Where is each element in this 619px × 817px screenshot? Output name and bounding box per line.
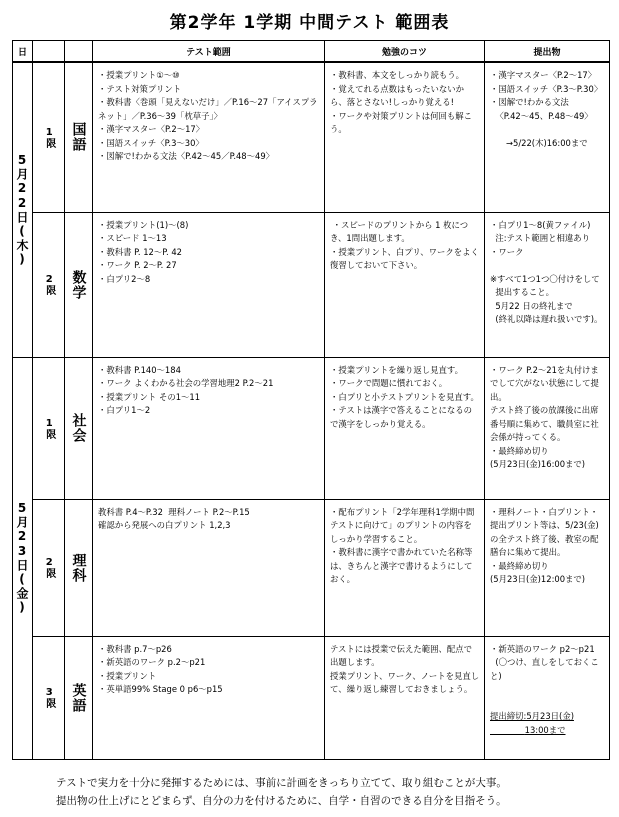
table-row xyxy=(13,212,610,357)
submission-cell: ・ワーク P.2～21を丸付けまでして穴がない状態にして提出。 テスト終了後の放課後に出席番号順に集めて、職員室に社会係が持ってくる。 ・最終締め切り (5月23日(金)16:00まで) xyxy=(485,357,610,499)
header-row xyxy=(13,41,610,63)
submission-cell: ・白プリ1～8(黄ファイル) 注:テスト範囲と相違あり ・ワーク ※すべて1つ1つ〇付けをして 提出すること。 5月22 日の終礼まで (終礼以降は遅れ扱いです)。 xyxy=(485,212,610,357)
header-submission: 提出物 xyxy=(485,41,610,63)
range-cell: 教科書 P.4～P.32 理科ノート P.2～P.15 確認から発展への白プリント 1,2,3 xyxy=(93,499,325,636)
table-row xyxy=(13,499,610,636)
day-cell xyxy=(13,357,33,759)
header-range: テスト範囲 xyxy=(93,41,325,63)
day-cell xyxy=(13,62,33,357)
table-row xyxy=(13,357,610,499)
period-label: 2限 xyxy=(43,557,55,578)
tips-cell: ・授業プリントを繰り返し見直す。 ・ワークで問題に慣れておく。 ・白プリと小テストプリントを見直す。 ・テストは漢字で答えることになるので漢字をしっかり覚える。 xyxy=(325,357,485,499)
table-row xyxy=(13,636,610,759)
period-label: 2限 xyxy=(43,274,55,295)
period-label: 1限 xyxy=(43,417,55,439)
subject-label: 英語 xyxy=(70,682,87,713)
subject-label: 社会 xyxy=(70,413,87,443)
tips-cell: ・配布プリント「2学年理科1学期中間テストに向けて」のプリントの内容をしっかり学習すること。 ・教科書に漢字で書かれていた名称等は、きちんと漢字で書けるようにしておく。 xyxy=(325,499,485,636)
header-tips: 勉強のコツ xyxy=(325,41,485,63)
day-label: 5月22日(木) xyxy=(15,152,29,267)
range-cell: ・授業プリント(1)～(8) ・スピード 1～13 ・教科書 P. 12～P. 42 ・ワーク P. 2～P. 27 ・白プリ2～8 xyxy=(93,212,325,357)
subject-label: 国語 xyxy=(70,122,87,153)
submission-cell: ・理科ノート・白プリント・提出プリント等は、5/23(金)の全テスト終了後、教室の配膳台に集めて提出。 ・最終締め切り (5月23日(金)12:00まで) xyxy=(485,499,610,636)
tips-cell: ・教科書、本文をしっかり読もう。 ・覚えてれる点数はもったいないから、落とさない!しっかり覚える! ・ワークや対策プリントは何回も解こう。 xyxy=(325,62,485,212)
tips-cell: テストには授業で伝えた範囲、配点で出題します。 授業プリント、ワーク、ノートを見直して、繰り返し練習しておきましょう。 xyxy=(325,636,485,759)
subject-label: 理科 xyxy=(70,552,87,583)
submission-cell: ・新英語のワーク p2～p21 (〇つけ、直しをしておくこと) 提出締切:5月23日(金) 13:00まで xyxy=(485,636,610,759)
exam-range-table xyxy=(12,40,610,760)
tips-cell: ・スピードのプリントから 1 枚につき、1問出題します。 ・授業プリント、白プリ、ワークをよく復習しておいて下さい。 xyxy=(325,212,485,357)
header-day: 日 xyxy=(13,41,33,63)
submission-cell: ・漢字マスター〈P.2～17〉 ・国語スイッチ〈P.3～P.30〉 ・図解で!わかる文法 〈P.42～45、P.48～49〉 →5/22(木)16:00まで xyxy=(485,62,610,212)
footer-line: 提出物の仕上げにとどまらず、自分の力を付けるために、自学・自習のできる自分を目指そう。 xyxy=(56,795,507,807)
range-cell: ・授業プリント①～⑩ ・テスト対策プリント ・教科書〈巻頭「見えないだけ」／P.16～27「アイスプラネット」／P.36～39「枕草子」〉 ・漢字マスター〈P.2～17〉 ・国語スイッチ〈P.3～30〉 ・図解で!わかる文法〈P.42～45／P.48～49〉 xyxy=(93,62,325,212)
period-label: 1限 xyxy=(43,126,55,148)
day-label: 5月23日(金) xyxy=(15,501,29,615)
table-row xyxy=(13,62,610,212)
range-cell: ・教科書 P.140～184 ・ワーク よくわかる社会の学習地理2 P.2～21 ・授業プリント その1～11 ・白プリ1～2 xyxy=(93,357,325,499)
period-label: 3限 xyxy=(43,687,55,708)
subject-label: 数学 xyxy=(70,269,87,300)
range-cell: ・教科書 p.7～p26 ・新英語のワーク p.2～p21 ・授業プリント ・英単語99% Stage 0 p6～p15 xyxy=(93,636,325,759)
page-title: 第2学年 1学期 中間テスト 範囲表 xyxy=(169,13,450,33)
footer-line: テストで実力を十分に発揮するためには、事前に計画をきっちり立てて、取り組むことが大事。 xyxy=(56,777,507,789)
footer-message xyxy=(56,774,616,810)
